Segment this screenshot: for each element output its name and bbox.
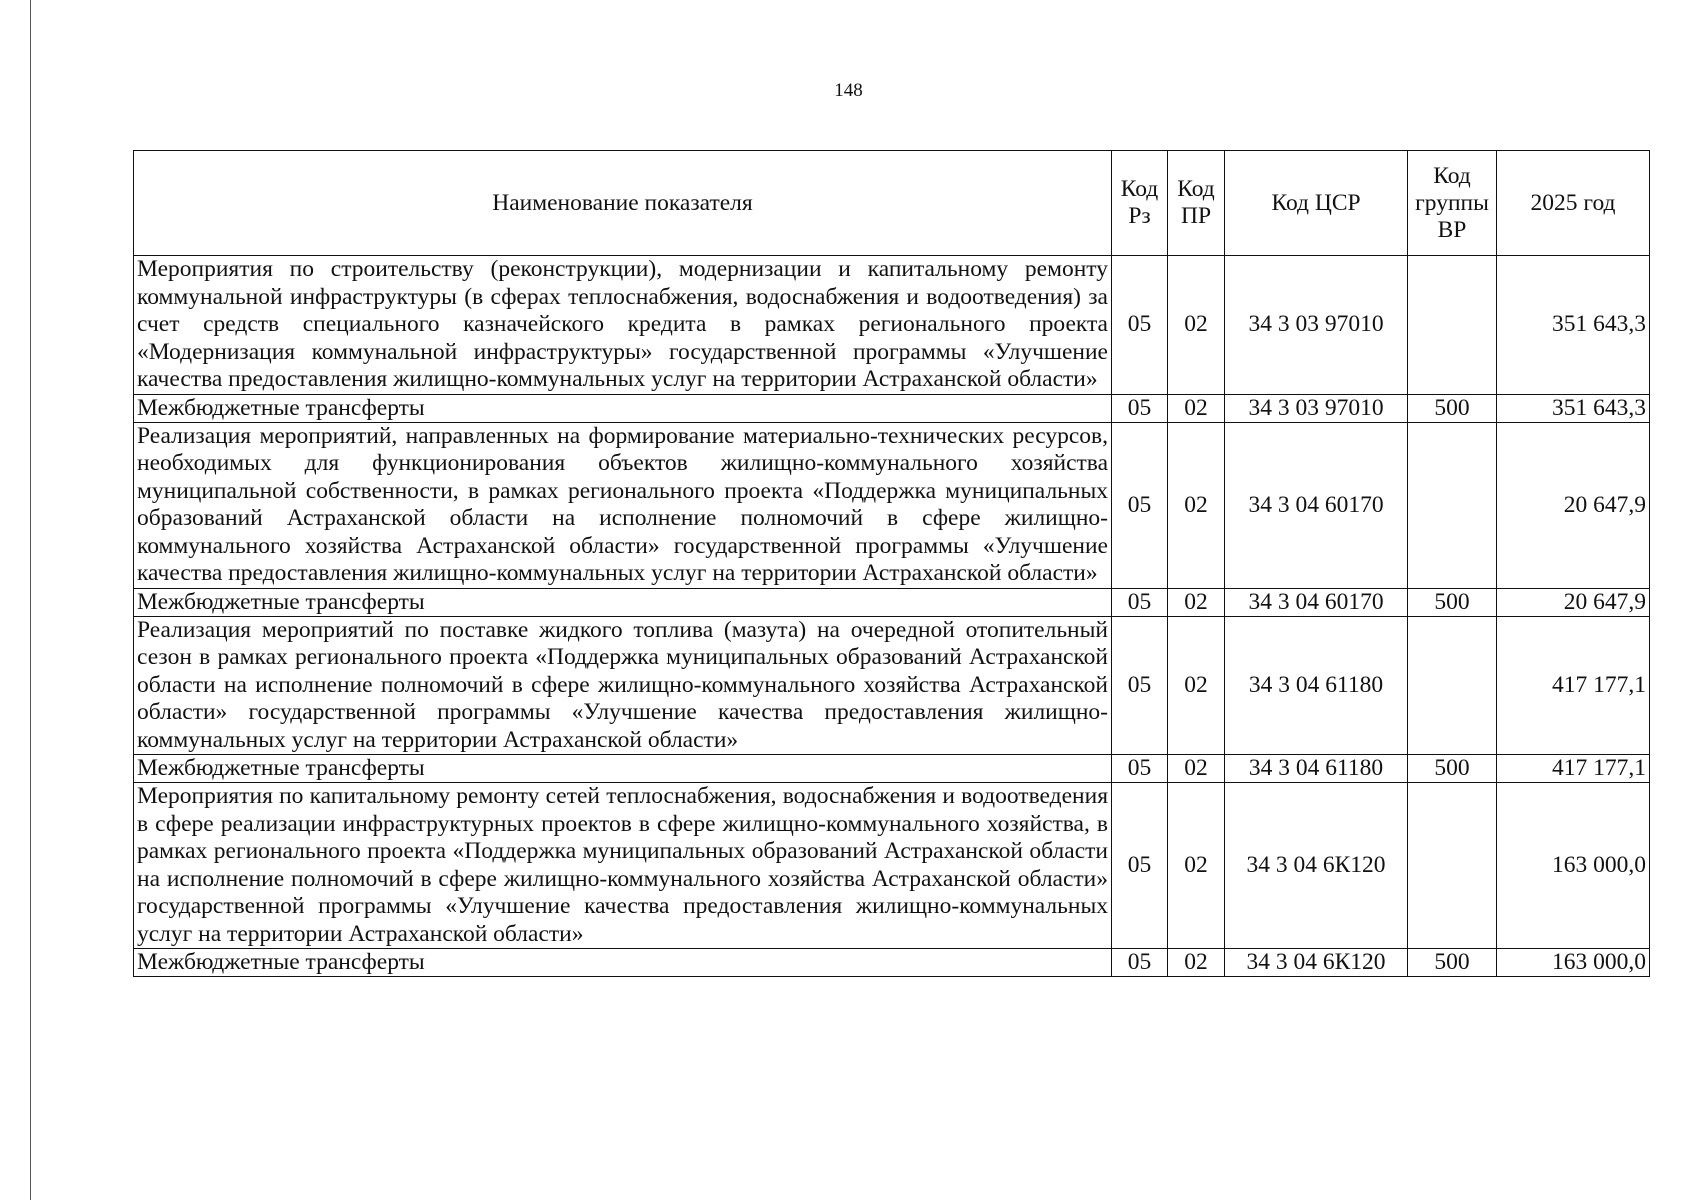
row-csr: 34 3 04 6К120	[1225, 783, 1408, 949]
table-row	[134, 256, 1650, 395]
row-csr: 34 3 04 61180	[1225, 616, 1408, 755]
row-name: Мероприятия по капитальному ремонту сетей теплоснабжения, водоснабжения и водоотведения в сфере реализации инфраструктурных проектов в сфере жилищно-коммунального хозяйства, в рамках регионального проекта «Поддержка муниципальных образований Астраханской области на исполнение полномочий в сфере жилищно-коммунального хозяйства Астраханской области» государственной программы «Улучшение качества предоставления жилищно-коммунальных услуг на территории Астраханской области»	[134, 783, 1112, 949]
row-amount: 163 000,0	[1497, 949, 1650, 977]
header-year: 2025 год	[1497, 151, 1650, 256]
row-csr: 34 3 04 6К120	[1225, 949, 1408, 977]
row-pr: 02	[1168, 394, 1225, 422]
row-csr: 34 3 04 61180	[1225, 755, 1408, 783]
budget-table	[133, 150, 1650, 977]
row-vr	[1408, 256, 1497, 395]
header-pr: Код ПР	[1168, 151, 1225, 256]
table-row	[134, 394, 1650, 422]
row-amount: 417 177,1	[1497, 616, 1650, 755]
row-amount: 351 643,3	[1497, 394, 1650, 422]
header-csr: Код ЦСР	[1225, 151, 1408, 256]
row-csr: 34 3 04 60170	[1225, 422, 1408, 588]
row-name: Межбюджетные трансферты	[134, 588, 1112, 616]
row-rz: 05	[1112, 949, 1168, 977]
row-csr: 34 3 03 97010	[1225, 256, 1408, 395]
row-vr	[1408, 783, 1497, 949]
row-rz: 05	[1112, 783, 1168, 949]
row-amount: 417 177,1	[1497, 755, 1650, 783]
table-row	[134, 422, 1650, 588]
row-pr: 02	[1168, 422, 1225, 588]
row-amount: 351 643,3	[1497, 256, 1650, 395]
table-header	[134, 151, 1650, 256]
table-row	[134, 616, 1650, 755]
row-vr: 500	[1408, 394, 1497, 422]
header-rz: Код Рз	[1112, 151, 1168, 256]
row-rz: 05	[1112, 422, 1168, 588]
table-row	[134, 755, 1650, 783]
row-rz: 05	[1112, 755, 1168, 783]
row-name: Межбюджетные трансферты	[134, 394, 1112, 422]
row-name: Мероприятия по строительству (реконструкции), модернизации и капитальному ремонту коммунальной инфраструктуры (в сферах теплоснабжения, водоснабжения и водоотведения) за счет средств специального казначейского кредита в рамках регионального проекта «Модернизация коммунальной инфраструктуры» государственной программы «Улучшение качества предоставления жилищно-коммунальных услуг на территории Астраханской области»	[134, 256, 1112, 395]
table-row	[134, 949, 1650, 977]
row-vr: 500	[1408, 949, 1497, 977]
header-vr: Код группы ВР	[1408, 151, 1497, 256]
page-margin-line	[30, 0, 31, 1200]
row-name: Межбюджетные трансферты	[134, 755, 1112, 783]
row-pr: 02	[1168, 755, 1225, 783]
row-pr: 02	[1168, 616, 1225, 755]
row-name: Реализация мероприятий по поставке жидкого топлива (мазута) на очередной отопительный сезон в рамках регионального проекта «Поддержка муниципальных образований Астраханской области на исполнение полномочий в сфере жилищно-коммунального хозяйства Астраханской области» государственной программы «Улучшение качества предоставления жилищно-коммунальных услуг на территории Астраханской области»	[134, 616, 1112, 755]
table-row	[134, 588, 1650, 616]
row-pr: 02	[1168, 256, 1225, 395]
row-pr: 02	[1168, 588, 1225, 616]
row-amount: 20 647,9	[1497, 422, 1650, 588]
row-csr: 34 3 04 60170	[1225, 588, 1408, 616]
row-pr: 02	[1168, 949, 1225, 977]
row-amount: 20 647,9	[1497, 588, 1650, 616]
table-row	[134, 783, 1650, 949]
header-row	[134, 151, 1650, 256]
row-vr	[1408, 616, 1497, 755]
row-pr: 02	[1168, 783, 1225, 949]
row-rz: 05	[1112, 256, 1168, 395]
header-name: Наименование показателя	[134, 151, 1112, 256]
row-amount: 163 000,0	[1497, 783, 1650, 949]
row-name: Межбюджетные трансферты	[134, 949, 1112, 977]
row-name: Реализация мероприятий, направленных на формирование материально-технических ресурсов, необходимых для функционирования объектов жилищно-коммунального хозяйства муниципальной собственности, в рамках регионального проекта «Поддержка муниципальных образований Астраханской области на исполнение полномочий в сфере жилищно-коммунального хозяйства Астраханской области» государственной программы «Улучшение качества предоставления жилищно-коммунальных услуг на территории Астраханской области»	[134, 422, 1112, 588]
page-number: 148	[834, 80, 863, 101]
row-vr	[1408, 422, 1497, 588]
row-rz: 05	[1112, 394, 1168, 422]
row-rz: 05	[1112, 588, 1168, 616]
row-csr: 34 3 03 97010	[1225, 394, 1408, 422]
row-vr: 500	[1408, 755, 1497, 783]
table-body	[134, 256, 1650, 977]
row-vr: 500	[1408, 588, 1497, 616]
row-rz: 05	[1112, 616, 1168, 755]
